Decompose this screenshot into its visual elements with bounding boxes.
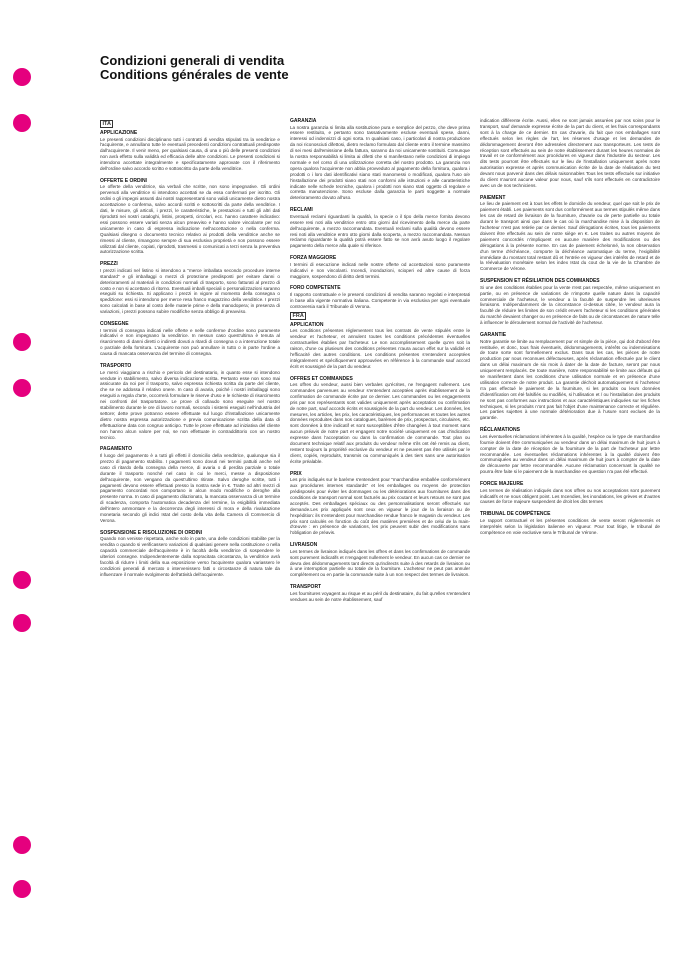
binder-hole-1 [13,68,31,86]
section-text: Quando non venisse rispettata, anche solo in parte, una delle condizioni stabilite per la vendita o quando si verificassero variazioni di qualsiasi genere nella costituzione o nella capacità commerciale dell'acquirente è in facoltà della venditrice di sospendere le ulteriori consegne. Indipendentemente dalla sopracitata circostanza, la venditrice avrà facoltà di ridurre i limiti della sua esposizione verso l'acquirente qualora variassero le condizioni generali di mercato o intervenissero fatti o circostanze di natura tale da influenzare il normale svolgimento dell'attività dell'acquirente. [100,536,280,577]
binder-hole-2 [13,114,31,132]
column-2 [290,118,470,603]
section-text: Les éventuelles réclamations inhérentes à la qualité, l'espèce ou le type de marchandise fournie doivent être communiquées au vendeur dans un délai maximum de huit jours à compter de la date de réception de la fourniture de la part de l'acheteur par lettre recommandée. Les éventuelles réclamations inhérentes à la qualité doivent être communiquées au vendeur dans un délai maximum de huit jours à compter de la date de découverte par lettre recommandée. Aucune réclamation concernant la qualité ne pourra être faite si le paiement de la marchandise en question n'a pas été effectué. [480,433,660,475]
section-text: Les termes de livraison indiqués dans les offres et dans les confirmations de commande sont purement indicatifs et n'engagent nullement le vendeur. En aucun cas ce dernier ne devra des dédommagements tant directs qu'indirects suite à des retards de livraison ou à une interruption partielle ou totale de la fourniture. L'acheteur ne peut pas annuler complètement ou en partie la commande suite à un non respect des termes de livraison. [290,548,470,578]
binder-hole-4 [13,379,31,397]
section-heading: FORCE MAJEURE [480,481,524,488]
binder-hole-8 [13,880,31,898]
section-heading: GARANTIE [480,332,507,339]
column-1 [100,118,280,578]
title-italian: Condizioni generali di vendita [100,53,285,68]
language-label: ITA [100,120,113,128]
section-text: Il rapporto contrattuale e le presenti condizioni di vendita saranno regolati e interpretati in base alla vigente normativa italiana. Competente in via esclusiva per ogni eventuale controversia sarà il Tribunale di Verona. [290,291,470,309]
document-titles [100,54,289,82]
section-text: Les prix indiqués sur le barème s'entendent pour "marchandise emballée conformément aux procédures internes standards" et les emballages ou moyens de protection prédisposés pour éviter les dommages ou les détériorations aux fournitures dans des conditions de transport normal sont facturés au prix coutant et leurs retours ne sont pas acceptés. Des emballages spéciaux ou des personnalisations seront effectués sur demande.Les prix appliqués sont ceux en vigueur le jour de la livraison ou de l'expédition: ils s'entendent pour marchandise rendue franco le magasin du vendeur. Les prix sont calculés en fonction du coût des matières premières et de celui de la main-d'œuvre : en présence de variations, les prix peuvent subir des modifications sans l'obligation de préavis. [290,477,470,536]
section-heading: PRIX [290,470,302,477]
column-3 [480,118,660,536]
section-text: Notre garantie se limite au remplacement pur et simple de la pièce, qui doit d'abord être restituée, et donc, tous frais éventuels, dédommagements, intérêts ou indemnisations de toute sorte sont formellement exclus. Dans tous les cas, les pièces de notre production par nous reconnues défectueuses, après réclamation effectuée par le client dans un délai maximum de six mois à dater de la date de facture, seront par nous uniquement remplacés. De toute manière, notre responsabilité se limite aux défauts qui se manifestent dans les conditions d'une utilisation normale et en présence d'une utilisation correcte de notre produit. La garantie déchoit automatiquement si l'acheteur n'a pas effectué le paiement de la fourniture, si les produits ou leurs données d'identification ont été falsifiés ou modifiés, si l'utilisation et / ou l'installation des produits ne sont pas conformes aux instructions et aux caractéristiques indiquées sur les fiches techniques, si les produits n'ont pas fait l'objet d'une maintenance correcte et régulière. Les parties sujettes à une normale détérioration due à l'usure sont exclues de la garantie. [480,338,660,421]
section-heading: RÉCLAMATIONS [480,427,520,434]
section-heading: LIVRAISON [290,542,318,549]
section-heading: SOSPENSIONE E RISOLUZIONE DI ORDINI [100,529,202,536]
section-text: Si une des conditions établies pour la vente n'est pas respectée, même uniquement en partie, ou en présence de variations de n'importe quelle nature dans la capacité commerciale de l'acheteur, le vendeur a la faculté de suspendre les ulterieures livraisons. Indépendamment de la circonstance ci-dessus citée, le vendeur aura la faculté de réduire les limites de son crédit envers l'acheteur si les conditions générales du marché devaient changer ou en présence de faits ou de circonstances de nature telle à influencer le déroulement normal de l'activité de l'acheteur. [480,284,660,326]
section-text: Les conditions présentes réglementent tous les contrats de vente stipulés entre le vendeur et l'acheteur, et annulent toutes les conditions précédentes éventuelles contractuelles établies par l'acheteur. Le non accomplissement quelle qu'en soit la raison, d'une ou plusieurs des conditions présentes n'aura aucun effet sur la validité et l'efficacité des autres conditions. Les conditions présentes s'entendent acceptées intégralement et spécifiquement approuvées en référence à la commande sauf accord écrit et soussigné de la part du vendeur. [290,328,470,369]
section-text: I termini di esecuzione indicati nelle nostre offerte od accettazioni sono puramente indicativi e non vincolanti. Incendi, inondazioni, scioperi ed altre cause di forza maggiore, sospendono di diritto detti termini. [290,261,470,279]
section-heading: TRANSPORT [290,584,322,591]
binder-hole-3 [13,333,31,351]
section-text: I termini di consegna indicati nelle offerte e nelle conferme d'ordine sono puramente indicativi e non impegnano la venditrice. In nessun caso quest'ultima è tenuta al risarcimento di danni diretti o indiretti dovuti a ritardi di consegna o a interruzione totale o parziale della fornitura. L'acquirente non può annullare in tutto o in parte l'ordine a causa di mancata osservanza del termine di consegna. [100,327,280,357]
title-french: Conditions générales de vente [100,67,289,82]
section-text: I prezzi indicati nel listino si intendono a "merce imballata secondo procedure interne standard" e gli imballaggi o mezzi di protezione predisposti per evitare danni o deterioramenti al materiali in condizioni normali di trasporto, sono fatturati al prezzo di costo e non si accettano di ritorno. Eventuali imballi speciali o personalizzazioni saranno eseguiti su richiesta. Si applicano i prezzi in vigore al momento della consegna o spedizione: essi si intendono per merce resa franco magazzino della venditrice. I prezzi sono calcolati in base al costo delle materie prime e della manodopera; in presenza di variazioni, i prezzi possono subire modifiche senza obbligo di preavviso. [100,267,280,315]
section-heading: OFFERTE E ORDINI [100,177,147,184]
section-heading: TRIBUNAL DE COMPÉTENCE [480,511,551,518]
section-text: Le lieu de paiement est à tous les effets le domicile du vendeur, quel que soit le prix de paiement établi. Les paiements sont dus conformément aux termes stipulés même dans les cas de retard de livraison de la fourniture, d'avarie ou de perte partielle ou totale durant le transport ainsi que dans le cas où la marchandise mise à la disposition de l'acheteur n'est pas retirée par ce dernier. Sauf dérogations écrites, tous les paiements doivent être effectués au sein de notre siège en €. Les traites ou autres moyens de paiement concordés n'impliquent en aucune manière des modifications ou des dérogations à la présente norme. En cas de paiement échelonné, la non observation d'un terme d'échéance, comporte la déchéance automatique du terme, l'exigibilité immédiate du montant total restant dû et l'entrée en vigueur des intérêts de retard et de la réévaluation monétaire selon les index Istat du cout de la vie de la Chambre de Commerce de Vérone. [480,201,660,272]
binder-hole-7 [13,836,31,854]
section-heading: APPLICATION [290,321,324,328]
section-text: Les offres du vendeur, aussi bien verbales qu'écrites, ne l'engagent nullement. Les commandes parvenues au vendeur s'entendent acceptées après établissement de la confirmation de commande écrite par ce dernier. Les commandes ou les engagements pris par nos représentants sont valides uniquement après acceptation ou confirmation de notre part, sauf accords écrits et soussignés de la part du vendeur. Les données, les mesures, les articles, les prix, les caractéristiques, les performances et toutes les autres données reproduites dans nos catalogues, barèmes de prix, prospectus, circulaires, etc. sont données à titre indicatif et sont susceptibles d'être changées à tout moment sans aucun préavis de notre part et engagent notre société uniquement en cas d'indication expresse dans l'acceptation ou dans la confirmation de commande. Tout plan ou document technique relatif aux produits du vendeur même s'ils ont été remis au client, restent toujours la propriété exclusive du vendeur et ne peuvent pas être utilisés par le client, copiés, reproduits, transmis ou communiqués à des tiers sans une autorisation écrite préalable. [290,382,470,464]
section-heading: PAGAMENTO [100,446,133,453]
section-text: Le offerte della venditrice, sia verbali che scritte, non sono impegnative. Gli ordini pervenuti alla venditrice si intendono accettati se da essa confermati per iscritto. Gli ordini o gli impegni assunti dai nostri rappresentanti sono validi unicamente dietro nostra accettazione o conferma, salvo accordi scritti e sottoscritti da parte della venditrice. I dati, le misure, gli articoli, i prezzi, le caratteristiche, le prestazioni e tutti gli altri dati riprodotti nei nostri cataloghi, listini, prospetti, circolari, ecc. hanno carattere indicativo: essi possono essere variati senza alcun preavviso e hanno valore vincolante per noi unicamente in caso di espressa indicazione nell'accettazione o nella conferma. Qualsiasi disegno o documento tecnico relativo ai prodotti della venditrice anche se rimessi al cliente, rimangono sempre di sua esclusiva proprietà e non possono essere utilizzati dal cliente, copiati, riprodotti, trasmessi o comunicati a terzi senza la preventiva autorizzazione scritta. [100,184,280,255]
section-text: Le merci viaggiano a rischio e pericolo del destinatario, in quanto esse si intendono vendute in stabilimento, salvo diversa indicazione scritta. Pertanto esse non sono mai assicurate da noi per il trasporto, salvo espressa richiesta scritta da parte del cliente, che se ne addossa il relativo onere. In caso di avaria, poiché i nostri imballaggi sono eseguiti a regola d'arte, occorrerà formulare le riserve d'uso e le richieste di risarcimento nei confronti del trasportatore. Le prove di collaudo sono eseguite nel nostro stabilimento durante le ore di lavoro normali, secondo i sistemi eseguiti nell'industria del settore; dette prove potranno essere effettuate sul luogo d'installazione unicamente dietro nostra espressa autorizzazione e previa comunicazione scritta della data di effettuazione data con congruo anticipo. Tutte le prove effettuate ad iniziativa del cliente non hanno alcun valore per noi, se non effettuate in contraddittorio con un nostro tecnico. [100,369,280,440]
section-text: indication différente écrite. Aussi, elles ne sont jamais assurées par nos soins pour le transport, sauf demande expresse écrite de la part du client, et les frais correspondants sont à la charge de ce dernier. En cas d'avarie, du fait que nos emballages sont effectués selon les règles de l'art, les réserves d'usage et les demandes de dédommagement devront être adressées directement aux transporteurs. Les tests de réception sont effectués au sein de notre établissement durant les heures normales de travail et ce conformément aux procédures en vigueur dans l'industrie du secteur. Les dits tests pourront être effectués sur le lieu de l'installation uniquement après notre autorisation expresse et après communication écrite de la date de réalisation du test devant nous parvenir dans des délais raisonnables Tous les tests effectués sur initiative du client n'auront aucune valeur pour nous, sauf s'ils sont effectués en contradictoire avec un de nos techniciens. [480,118,660,188]
section-heading: GARANZIA [290,118,317,124]
section-heading: TRASPORTO [100,363,132,370]
section-text: Il luogo del pagamento è a tutti gli effetti il domicilio della venditrice, qualunque sia il prezzo di pagamento stabilito. I pagamenti sono dovuti nei termini pattuiti anche nel caso di ritardo della consegna della merce, di avaria o di perdita parziale o totale durante il trasporto nonché nel caso in cui le merci, messe a disposizione dell'acquirente, non vengano da quest'ultimo ritirate. Salvo deroghe scritte, tutti i pagamenti devono essere effettuati presso la nostra sede in €. Tratte od altri mezzi di pagamento concordati non comportano in alcun modo modifiche o deroghe alla presente norma. In caso di pagamento dilazionato, la mancata osservanza di un termine di scadenza, comporta l'automatica decadenza del termine, la esigibilità immediata dell'intero ammontare e la decorrenza degli interessi di mora e della rivalutazione monetaria secondo gli indici Istat del costo della vita della Camera di Commercio di Verona. [100,452,280,523]
language-label: FRA [290,312,306,320]
section-heading: FORO COMPETENTE [290,285,341,292]
section-text: Eventuali reclami riguardanti la qualità, la specie o il tipo della merce fornita devono essere resi noti alla venditrice entro otto giorni dal ricevimento della merce da parte dell'acquirente, a mezzo raccomandata. Eventuali reclami sulla qualità devono essere resi noti alla venditrice entro otto giorni dalla scoperta, a mezzo raccomandata. Nessun reclamo riguardante la qualità potrà essere fatto se non avrà avuto luogo il regolare pagamento della merce alla quale si riferisce. [290,213,470,249]
section-heading: PREZZI [100,261,118,268]
section-heading: FORZA MAGGIORE [290,255,337,262]
section-heading: SUSPENSION ET RÉSILIATION DES COMMANDES [480,278,600,285]
section-text: Les fournitures voyagent au risque et au péril du destinataire, du fait qu'elles s'entendent vendues au sein de notre établissement, sauf [290,590,471,602]
section-heading: CONSEGNE [100,321,129,328]
section-text: La nostra garanzia si limita alla sostituzione pura e semplice del pezzo, che deve prima essere restituito, e pertanto sono tassativamente escluse eventuali spese, danni, interessi od indennizzi di ogni sorta. In qualsiasi caso, i particolari di nostra produzione da noi riconosciuti difettosi, dietro reclamo formulato dal cliente entro il termine massimo di sei mesi dall'emissione della fattura, saranno da noi unicamente sostituiti. Comunque la nostra responsabilità si limita ai difetti che si manifestano nelle condizioni di impiego normale e nel corso di una utilizzazione corretta del nostro prodotto. La garanzia non opera qualora l'acquirente non abbia provveduto al pagamento della fornitura, qualora i prodotti o i loro dati identificativi siano stati manomessi o modificati, qualora l'uso o/e l'installazione dei prodotti siano stati non conformi alle istruzioni e alle caratteristiche indicate nelle schede tecniche, qualora i prodotti non siano stati oggetto di regolare e corretta manutenzione. Sono escluse dalla garanzia le parti soggette a normale deterioramento dovuto all'uso. [290,124,470,201]
section-heading: PAIEMENT [480,194,506,201]
section-heading: APPLICAZIONE [100,130,138,136]
section-text: Les termes de réalisation indiqués dans nos offres ou nos acceptations sont purement indicatifs et ne nous obligent point. Les Incendies, les inondations, les grèves et d'autres causes de force majeure suspendent de droit les dits termes [480,487,660,505]
section-heading: OFFRES ET COMMANDES [290,375,353,382]
binder-hole-6 [13,614,31,632]
binder-hole-5 [13,571,31,589]
section-heading: RECLAMI [290,207,313,214]
section-text: Le presenti condizioni disciplinano tutti i contratti di vendita stipulati tra la venditrice e l'acquirente, e annullano tutte le eventuali precedenti condizioni contrattuali predisposte dall'acquirente. Il venir meno, per qualsiasi causa, di una o più delle presenti condizioni non avrà effetto sulla validità ed efficacia delle altre condizioni. Le presenti condizioni si intendono accettate integralmente e specificatamente approvate con il riferimento dell'ordine salvo accordo scritto e sottoscritto da parte della venditrice. [100,136,280,172]
section-text: Le rapport contractuel et les présentes conditions de vente seront réglementés et interprétés selon la législation italienne en vigueur. Pour tout litige, le tribunal de compétence en voie exclusive sera le Tribunal de Vérone. [480,517,660,535]
